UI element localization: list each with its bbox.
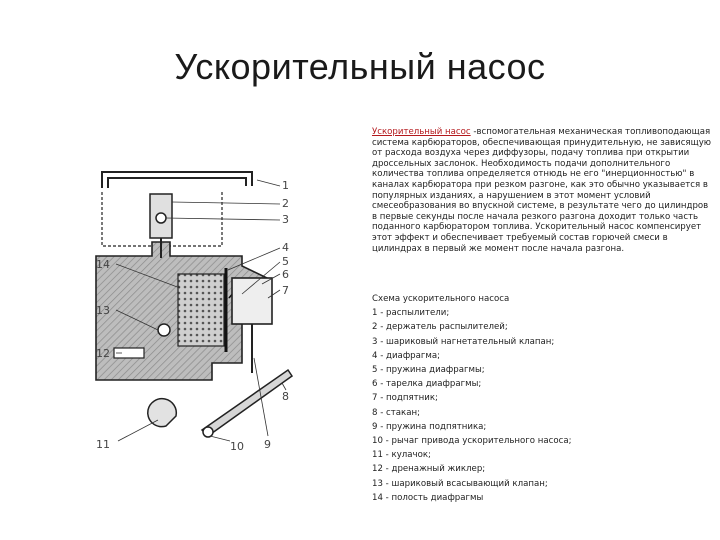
callout-8: 8: [282, 390, 289, 403]
diaphragm-cavity: [178, 274, 224, 346]
legend-item: 14 - полость диафрагмы: [372, 492, 484, 503]
legend-item: 1 - распылители;: [372, 308, 450, 319]
legend-item: 10 - рычаг привода ускорительного насоса;: [372, 436, 572, 447]
legend-item: 4 - диафрагма;: [372, 350, 441, 361]
legend-item: 3 - шариковый нагнетательный клапан;: [372, 336, 555, 347]
legend-item: 8 - стакан;: [372, 407, 420, 418]
drive-lever: [202, 370, 292, 436]
legend-item: 5 - пружина диафрагмы;: [372, 365, 485, 376]
legend-heading: Схема ускорительного насоса: [372, 294, 510, 304]
callout-11: 11: [96, 438, 110, 451]
lever-pivot: [203, 427, 213, 437]
callout-9: 9: [264, 438, 271, 451]
legend-item: 6 - тарелка диафрагмы;: [372, 379, 482, 390]
callout-13: 13: [96, 304, 110, 317]
accelerator-pump-diagram: [92, 158, 300, 458]
description-body: -вспомогательная механическая топливоподающая система карбюраторов, обеспечивающая принудительную, не зависящую от расхода воздуха через диффузоры, подачу топлива при открытии дроссельных заслонок. Необходимость подачи дополнительного количества топлива определяется отнюдь не его "инерционностью" в каналах карбюратора при резком разгоне, как это обычно указывается в популярных изданиях, а нарушением в этот момент условий смесеобразования во впускной системе, в результате чего до цилиндров в первые секунды после начала резкого разгона доходит только часть поданного карбюратором топлива. Ускорительный насос компенсирует этот эффект и обеспечивает требуемый состав горючей смеси в цилиндрах в первый же момент после начала разгона.: [372, 127, 712, 254]
slide-title: Ускорительный насос: [174, 46, 546, 87]
description-paragraph: [372, 127, 712, 254]
legend-item: 7 - подпятник;: [372, 393, 438, 404]
callout-14: 14: [96, 258, 110, 271]
nozzle-tubes: [102, 172, 252, 188]
legend-item: 12 - дренажный жиклер;: [372, 464, 486, 475]
callout-12: 12: [96, 347, 110, 360]
suction-valve-ball: [158, 324, 170, 336]
callout-7: 7: [282, 284, 289, 297]
callout-5: 5: [282, 255, 289, 268]
callout-2: 2: [282, 197, 289, 210]
pump-cup: [232, 278, 272, 324]
callout-6: 6: [282, 268, 289, 281]
legend-item: 9 - пружина подпятника;: [372, 421, 487, 432]
cam: [148, 399, 177, 427]
legend-list: [372, 292, 712, 505]
legend-item: 11 - кулачок;: [372, 450, 431, 461]
description-lead: Ускорительный насос: [372, 127, 471, 137]
legend-item: 13 - шариковый всасывающий клапан;: [372, 478, 548, 489]
callout-3: 3: [282, 213, 289, 226]
discharge-valve-ball: [156, 213, 166, 223]
callout-1: 1: [282, 179, 289, 192]
legend-item: 2 - держатель распылителей;: [372, 322, 508, 333]
callout-10: 10: [230, 440, 244, 453]
callout-4: 4: [282, 241, 289, 254]
